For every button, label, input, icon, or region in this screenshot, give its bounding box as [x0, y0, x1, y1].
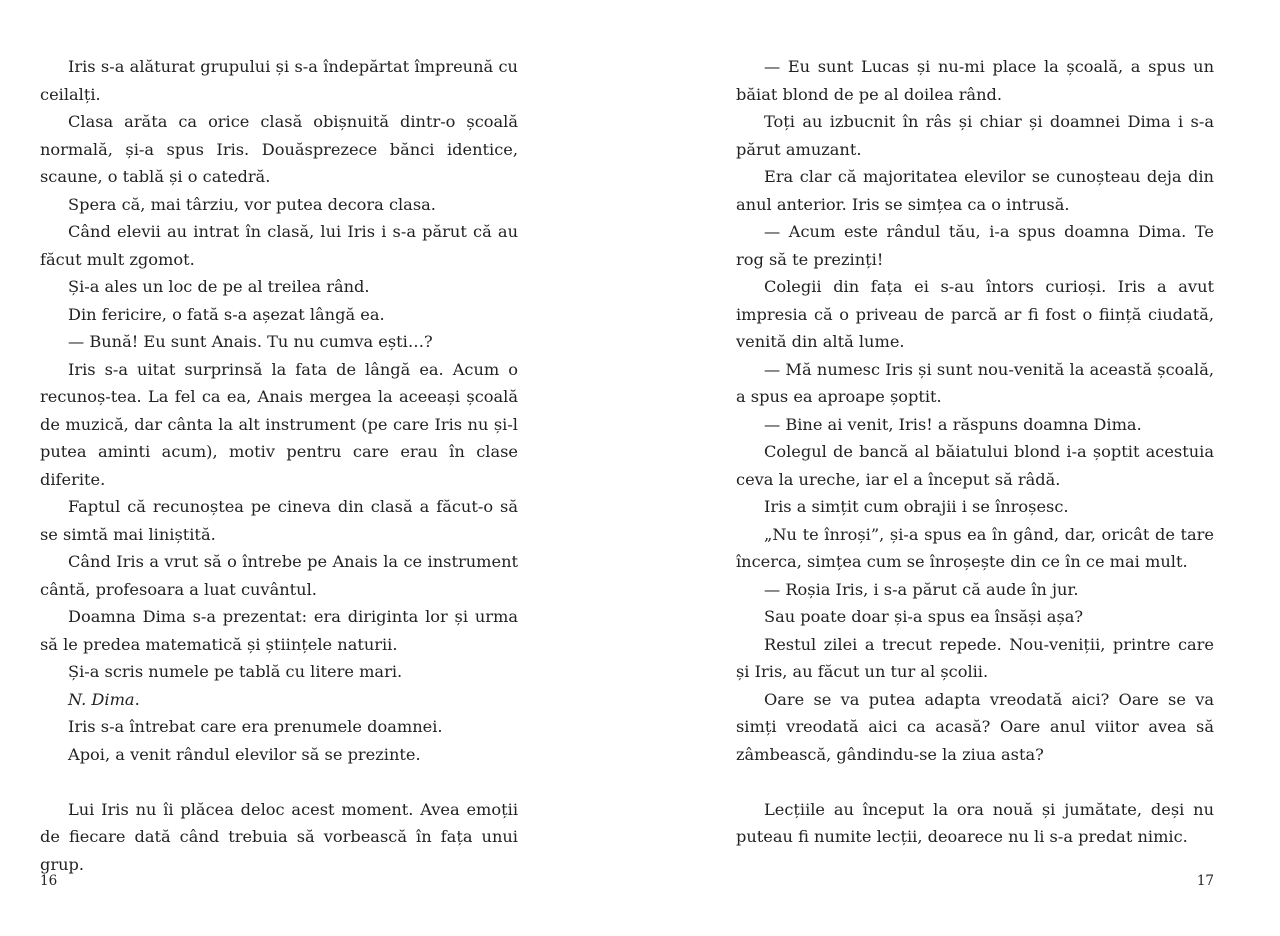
paragraph: Iris a simțit cum obrajii i se înroșesc. [764, 497, 1069, 516]
paragraph: Colegii din fața ei s-au întors curioși. Iris a avut impresia că o priveau de parcă ar fi fost o ființă ciudată, venită din altă lume. [736, 277, 1214, 351]
dialogue-line: — Roșia Iris, i s-a părut că aude în jur. [764, 579, 1079, 599]
paragraph: Iris s-a alăturat grupului și s-a îndepărtat împreună cu ceilalți. [40, 57, 518, 104]
paragraph: Restul zilei a trecut repede. Nou-veniții, printre care și Iris, au făcut un tur al școlii. [736, 634, 1214, 681]
dialogue-line: — Mă numesc Iris și sunt nou-venită la această școală, a spus ea aproape șoptit. [736, 359, 1214, 406]
paragraph: Iris s-a uitat surprinsă la fata de lângă ea. Acum o recunoș-tea. La fel ca ea, Anais mergea la aceeași școală de muzică, dar cânta la alt instrument (pe care Iris nu și-l putea aminti acum), motiv pentru care erau în clase diferite. [40, 359, 518, 489]
teacher-name-italic: N. Dima [68, 689, 135, 709]
paragraph: Spera că, mai târziu, vor putea decora clasa. [68, 194, 436, 214]
dialogue-line: — Acum este rândul tău, i-a spus doamna Dima. Te rog să te prezinți! [736, 222, 1214, 269]
dialogue-line: — Bună! Eu sunt Anais. Tu nu cumva ești…? [68, 332, 433, 351]
page-number-right: 17 [1196, 873, 1214, 889]
paragraph: „Nu te înroși”, și-a spus ea în gând, dar, oricât de tare încerca, simțea cum se înroșește din ce în ce mai mult. [736, 524, 1214, 571]
paragraph: Sau poate doar și-a spus ea însăși așa? [764, 607, 1084, 626]
paragraph: Clasa arăta ca orice clasă obișnuită dintr-o școală normală, și-a spus Iris. Douăsprezece bănci identice, scaune, o tablă și o catedră. [40, 112, 518, 186]
paragraph: Din fericire, o fată s-a așezat lângă ea. [68, 304, 385, 324]
paragraph: Toți au izbucnit în râs și chiar și doamnei Dima i s-a părut amuzant. [736, 112, 1214, 159]
paragraph: Oare se va putea adapta vreodată aici? Oare se va simți vreodată aici ca acasă? Oare anul viitor avea să zâmbească, gândindu-se la ziua asta? [736, 689, 1214, 764]
dialogue-line: — Bine ai venit, Iris! a răspuns doamna Dima. [764, 414, 1142, 434]
dialogue-line: — Eu sunt Lucas și nu-mi place la școală, a spus un băiat blond de pe al doilea rând. [736, 57, 1214, 104]
left-page [40, 53, 518, 878]
teacher-name-period: . [134, 689, 140, 709]
paragraph: Doamna Dima s-a prezentat: era diriginta lor și urma să le predea matematică și științele naturii. [40, 607, 518, 654]
right-page [736, 53, 1214, 851]
page-number-left: 16 [40, 873, 58, 889]
paragraph: Lecțiile au început la ora nouă și jumătate, deși nu puteau fi numite lecții, deoarece nu li s-a predat nimic. [736, 799, 1214, 846]
paragraph: Când elevii au intrat în clasă, lui Iris i s-a părut că au făcut mult zgomot. [40, 222, 518, 269]
paragraph: Faptul că recunoștea pe cineva din clasă a făcut-o să se simtă mai liniștită. [40, 497, 518, 544]
paragraph: Când Iris a vrut să o întrebe pe Anais la ce instrument cântă, profesoara a luat cuvântul. [40, 552, 518, 599]
paragraph: Era clar că majoritatea elevilor se cunoșteau deja din anul anterior. Iris se simțea ca o intrusă. [736, 167, 1214, 214]
paragraph: Apoi, a venit rândul elevilor să se prezinte. [68, 744, 421, 764]
paragraph: Și-a scris numele pe tablă cu litere mari. [68, 662, 403, 681]
teacher-name-line [40, 686, 518, 714]
paragraph: Și-a ales un loc de pe al treilea rând. [68, 277, 370, 296]
paragraph: Colegul de bancă al băiatului blond i-a șoptit acestuia ceva la ureche, iar el a început să râdă. [736, 442, 1214, 489]
paragraph: Lui Iris nu îi plăcea deloc acest moment. Avea emoții de fiecare dată când trebuia să vorbească în fața unui grup. [40, 799, 518, 874]
paragraph: Iris s-a întrebat care era prenumele doamnei. [68, 717, 443, 736]
